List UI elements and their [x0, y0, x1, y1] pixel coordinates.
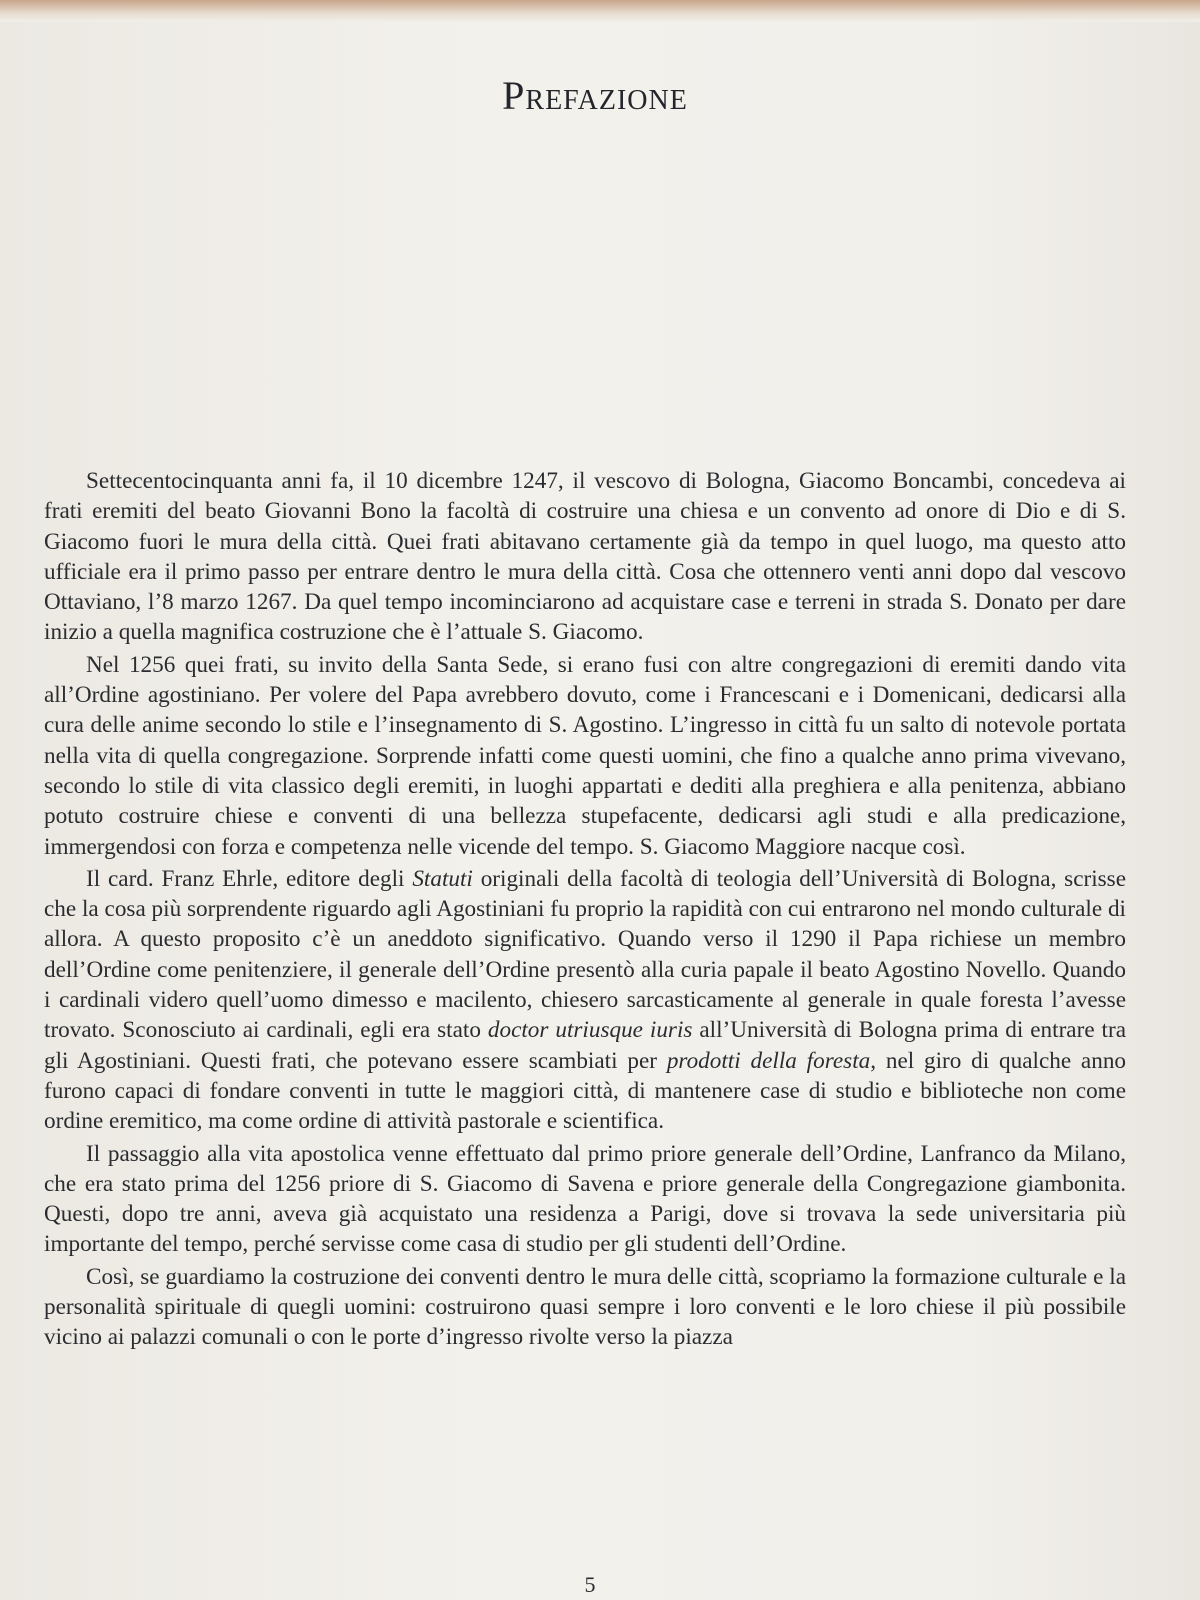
- text-run: Il card. Franz Ehrle, editore degli: [86, 865, 413, 892]
- body-text: [44, 466, 1126, 1355]
- text-run: originali della facoltà di teologia dell’Università di Bologna, scrisse che la cosa più sorprendente riguardo agli Agostiniani fu proprio la rapidità con cui entrarono nel mondo culturale di allora. A questo proposito c’è un aneddoto significativo. Quando verso il 1290 il Papa richiese un membro dell’Ordine come penitenziere, il generale dell’Ordine presentò alla curia papale il beato Agostino Novello. Quando i cardinali videro quell’uomo dimesso e macilento, chiesero sarcasticamente al generale in quale foresta l’avesse trovato. Sconosciuto ai cardinali, egli era stato: [44, 865, 1127, 1044]
- italic-text: prodotti della foresta: [666, 1047, 871, 1074]
- paragraph: [44, 1262, 1126, 1353]
- paragraph: [44, 466, 1126, 648]
- paragraph: [44, 650, 1126, 862]
- page-number: 5: [584, 1572, 596, 1597]
- text-run: Così, se guardiamo la costruzione dei conventi dentro le mura delle città, scopriamo la formazione culturale e la personalità spirituale di quegli uomini: costruirono quasi sempre i loro conventi e le loro chiese il più possibile vicino ai palazzi comunali o con le porte d’ingresso rivolte verso la piazza: [44, 1263, 1126, 1351]
- page-title: Prefazione: [502, 73, 688, 118]
- text-run: Il passaggio alla vita apostolica venne effettuato dal primo priore generale dell’Ordine, Lanfranco da Milano, che era stato prima del 1256 priore di S. Giacomo di Savena e priore generale della Congregazione giambonita. Questi, dopo tre anni, aveva già acquistato una residenza a Parigi, dove si trovava la sede universitaria più importante del tempo, perché servisse come casa di studio per gli studenti dell’Ordine.: [44, 1140, 1126, 1258]
- italic-text: Statuti: [412, 865, 473, 892]
- page-top-edge: [0, 0, 1200, 22]
- text-run: Settecentocinquanta anni fa, il 10 dicembre 1247, il vescovo di Bologna, Giacomo Boncambi, concedeva ai frati eremiti del beato Giovanni Bono la facoltà di costruire una chiesa e un convento ad onore di Dio e di S. Giacomo fuori le mura della città. Quei frati abitavano certamente già da tempo in quel luogo, ma questo atto ufficiale era il primo passo per entrare dentro le mura della città. Cosa che ottennero venti anni dopo dal vescovo Ottaviano, l’8 marzo 1267. Da quel tempo incominciarono ad acquistare case e terreni in strada S. Donato per dare inizio a quella magnifica costruzione che è l’attuale S. Giacomo.: [44, 468, 1126, 646]
- text-run: , nel giro di qualche anno furono capaci di fondare conventi in tutte le maggiori città, di mantenere case di studio e biblioteche non come ordine eremitico, ma come ordine di attività pastorale e scientifica.: [44, 1047, 1127, 1135]
- paragraph: [44, 864, 1126, 1137]
- paragraph: [44, 1139, 1126, 1260]
- text-run: Nel 1256 quei frati, su invito della Santa Sede, si erano fusi con altre congregazioni di eremiti dando vita all’Ordine agostiniano. Per volere del Papa avrebbero dovuto, come i Francescani e i Domenicani, dedicarsi alla cura delle anime secondo lo stile e l’insegnamento di S. Agostino. L’ingresso in città fu un salto di notevole portata nella vita di quella congregazione. Sorprende infatti come questi uomini, che fino a qualche anno prima vivevano, secondo lo stile di vita classico degli eremiti, in luoghi appartati e dediti alla preghiera e alla penitenza, abbiano potuto costruire chiese e conventi di una bellezza stupefacente, dedicarsi agli studi e alla predicazione, immergendosi con forza e competenza nelle vicende del tempo. S. Giacomo Maggiore nacque così.: [44, 651, 1126, 860]
- italic-text: doctor utriusque iuris: [487, 1017, 693, 1044]
- text-run: all’Università di Bologna prima di entrare tra gli Agostiniani. Questi frati, che potevano essere scambiati per: [44, 1017, 1127, 1074]
